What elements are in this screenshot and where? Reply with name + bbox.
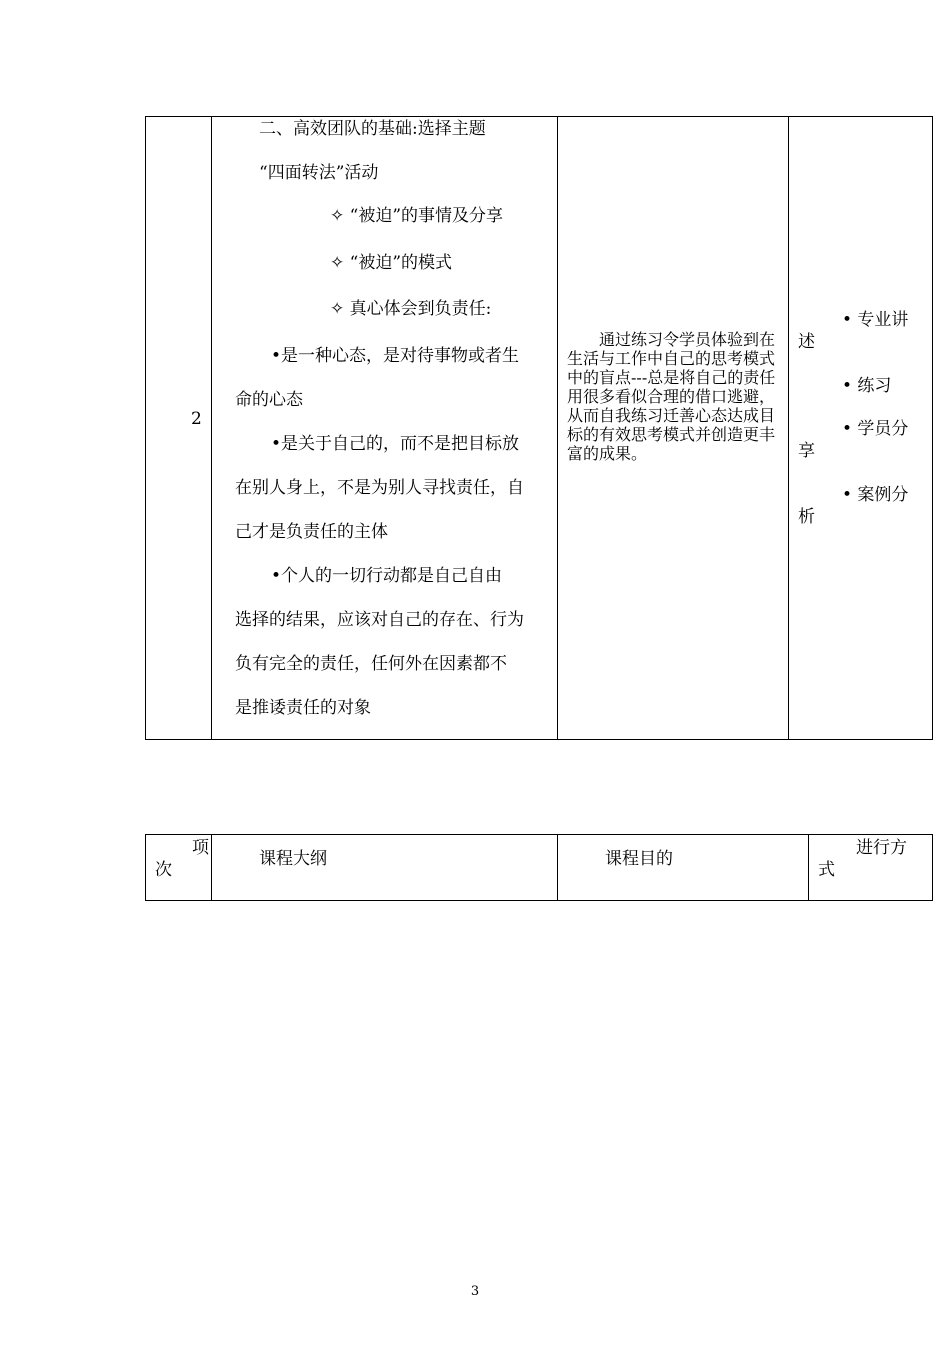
table-border-bottom — [145, 900, 933, 901]
header-purpose: 课程目的 — [605, 849, 673, 869]
table-divider — [557, 834, 558, 901]
outline-line: 选择的结果，应该对自己的存在、行为 — [235, 610, 524, 630]
outline-line: 二、高效团队的基础:选择主题 — [259, 119, 486, 139]
row-index: 2 — [191, 409, 202, 429]
outline-line: ✧ “被迫”的模式 — [330, 253, 453, 273]
table-divider — [808, 834, 809, 901]
table-divider — [211, 834, 212, 901]
header-method: 式 — [818, 860, 835, 880]
header-index: 次 — [155, 860, 172, 880]
table-border-right — [932, 116, 933, 740]
table-border-top — [145, 116, 933, 117]
table-border-right — [932, 834, 933, 901]
table-divider — [557, 116, 558, 740]
outline-line: “四面转法”活动 — [259, 163, 379, 183]
header-method: 进行方 — [856, 838, 907, 858]
table-divider — [211, 116, 212, 740]
method-item: • 案例分 — [842, 485, 909, 505]
outline-line: ✧ 真心体会到负责任: — [330, 299, 492, 319]
method-item: • 练习 — [842, 376, 892, 396]
method-item: 析 — [798, 507, 815, 527]
outline-line: 负有完全的责任，任何外在因素都不 — [235, 654, 507, 674]
course-purpose — [567, 330, 781, 463]
outline-line: 命的心态 — [235, 390, 303, 410]
table-border-left — [145, 116, 146, 740]
method-item: • 专业讲 — [842, 310, 909, 330]
outline-line: •个人的一切行动都是自己自由 — [271, 566, 503, 586]
outline-line: •是一种心态，是对待事物或者生 — [271, 346, 520, 366]
outline-line: 是推诿责任的对象 — [235, 698, 371, 718]
table-border-top — [145, 834, 933, 835]
page-number: 3 — [470, 1284, 480, 1299]
course-purpose-text: 通过练习令学员体验到在生活与工作中自己的思考模式中的盲点---总是将自己的责任用很多看似合理的借口逃避，从而自我练习迁善心态达成目标的有效思考模式并创造更丰富的成果。 — [567, 330, 776, 463]
method-item: • 学员分 — [842, 419, 909, 439]
outline-line: ✧ “被迫”的事情及分享 — [330, 206, 504, 226]
table-border-left — [145, 834, 146, 901]
method-item: 述 — [798, 332, 815, 352]
outline-line: 在别人身上，不是为别人寻找责任，自 — [235, 478, 524, 498]
method-item: 享 — [798, 441, 815, 461]
table-divider — [788, 116, 789, 740]
outline-line: •是关于自己的，而不是把目标放 — [271, 434, 520, 454]
header-index: 项 — [192, 838, 209, 858]
outline-line: 己才是负责任的主体 — [235, 522, 388, 542]
header-outline: 课程大纲 — [259, 849, 327, 869]
table-border-bottom — [145, 739, 933, 740]
